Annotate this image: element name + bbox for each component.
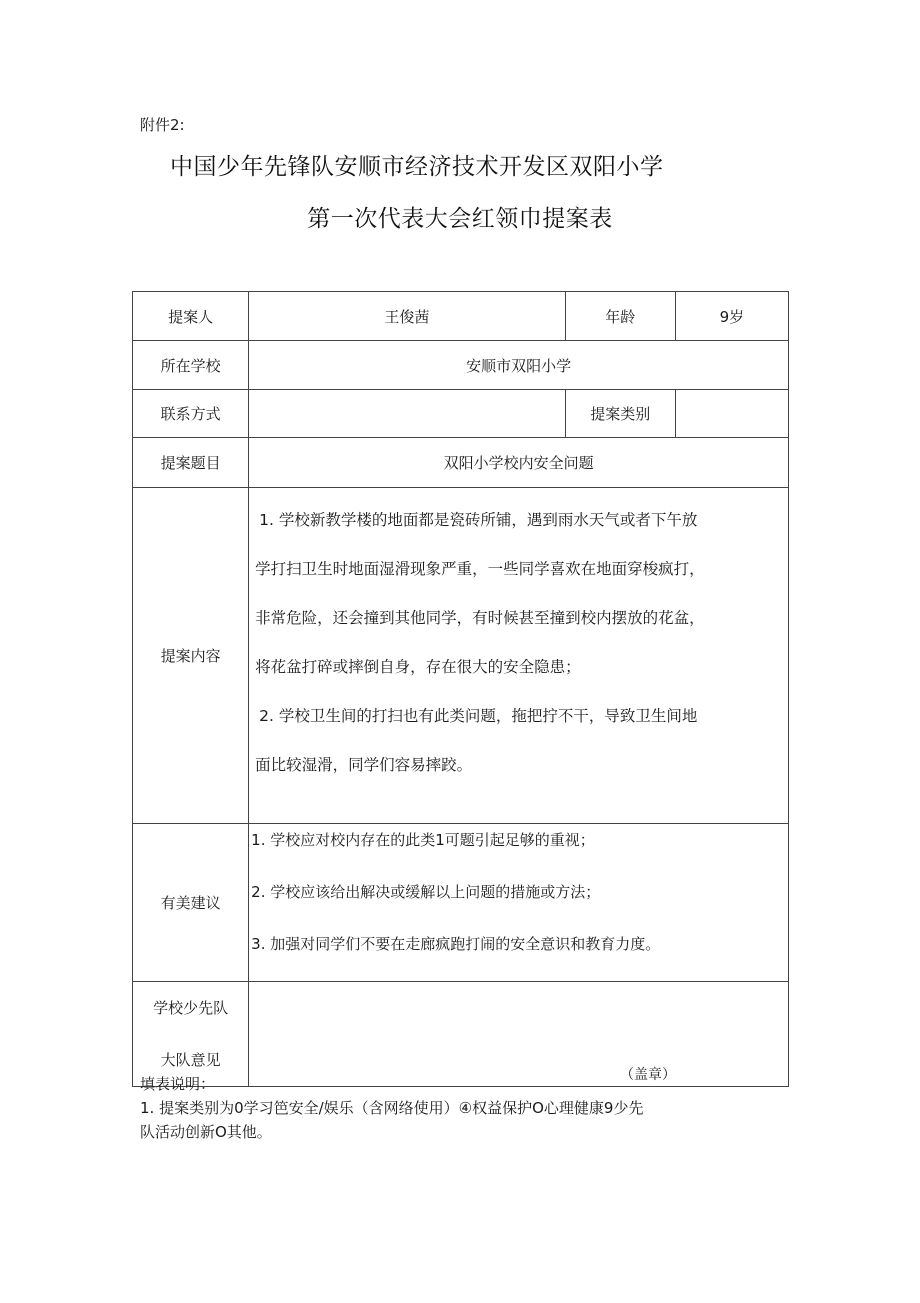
suggestion-item: 2. 学校应该给出解决或缓解以上问题的措施或方法； (251, 883, 601, 901)
opinion-field[interactable] (249, 982, 789, 1087)
school-label: 所在学校 (133, 341, 249, 390)
row-suggestions (133, 824, 789, 982)
suggestion-item: 1. 学校应对校内存在的此类1可题引起足够的重视； (251, 831, 595, 849)
category-field[interactable] (675, 390, 788, 438)
row-opinion (133, 982, 789, 1087)
proposer-label: 提案人 (133, 292, 249, 341)
row-content (133, 488, 789, 824)
seal-text: （盖章） (620, 1067, 676, 1083)
content-line: 面比较湿滑，同学们容易摔跤。 (255, 756, 473, 774)
content-label: 提案内容 (133, 488, 249, 824)
proposal-form-table (132, 291, 789, 1087)
opinion-label-line1: 学校少先队 (153, 999, 229, 1017)
content-line: 2. 学校卫生间的打扫也有此类问题，拖把拧不干，导致卫生间地 (259, 707, 698, 725)
contact-field[interactable] (249, 390, 565, 438)
age-label: 年龄 (565, 292, 675, 341)
proposer-field[interactable]: 王俊茜 (249, 292, 565, 341)
row-proposer (133, 292, 789, 341)
topic-field[interactable]: 双阳小学校内安全问题 (249, 438, 789, 488)
opinion-label (133, 982, 249, 1087)
row-topic (133, 438, 789, 488)
attachment-label: 附件2: (140, 116, 185, 134)
page-title-line2: 第一次代表大会红领巾提案表 (307, 206, 613, 232)
row-school (133, 341, 789, 390)
suggestion-item: 3. 加强对同学们不要在走廊疯跑打闹的安全意识和教育力度。 (251, 935, 661, 953)
notes-heading: 填表说明： (140, 1075, 216, 1093)
suggestion-field[interactable] (249, 824, 789, 982)
opinion-label-line2: 大队意见 (160, 1051, 221, 1069)
contact-label: 联系方式 (133, 390, 249, 438)
notes-line1: 1. 提案类别为0学习笆安全/娱乐（含网络使用）④权益保护O心理健康9少先 (140, 1099, 644, 1117)
notes-line2: 队活动创新O其他。 (140, 1123, 272, 1141)
content-line: 1. 学校新教学楼的地面都是瓷砖所铺，遇到雨水天气或者下午放 (259, 511, 698, 529)
content-line: 学打扫卫生时地面湿滑现象严重，一些同学喜欢在地面穿梭疯打， (255, 560, 705, 578)
content-line: 将花盆打碎或摔倒自身，存在很大的安全隐患； (255, 658, 581, 676)
topic-label: 提案题目 (133, 438, 249, 488)
content-field[interactable] (249, 488, 789, 824)
age-field[interactable]: 9岁 (675, 292, 788, 341)
row-contact (133, 390, 789, 438)
form-notes (140, 1072, 643, 1144)
content-line: 非常危险，还会撞到其他同学，有时候甚至撞到校内摆放的花盆， (255, 609, 705, 627)
page-title-line1: 中国少年先锋队安顺市经济技术开发区双阳小学 (170, 154, 664, 180)
category-label: 提案类别 (565, 390, 675, 438)
suggestion-label: 有美建议 (133, 824, 249, 982)
school-field[interactable]: 安顺市双阳小学 (249, 341, 789, 390)
